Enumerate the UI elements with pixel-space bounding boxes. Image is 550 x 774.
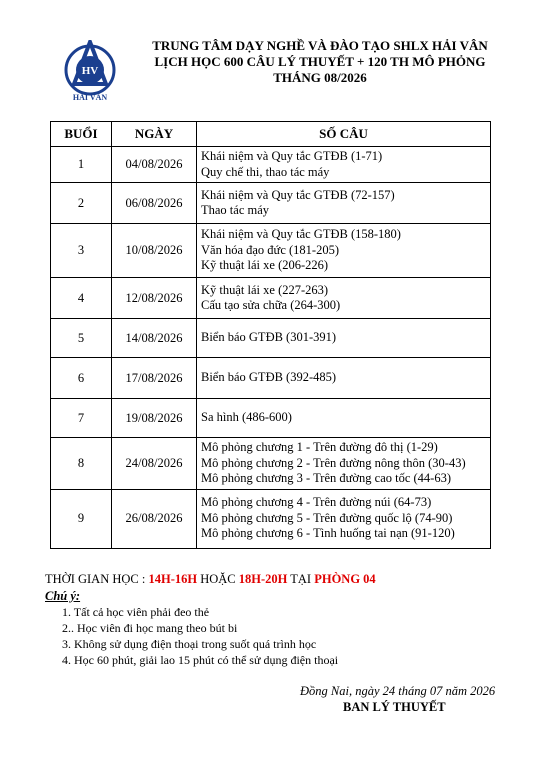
row-topics bbox=[197, 438, 491, 490]
row-session: 3 bbox=[51, 224, 112, 278]
table-row bbox=[51, 183, 491, 224]
topic-line: Khái niệm và Quy tắc GTĐB (1-71) bbox=[201, 149, 383, 163]
row-date: 26/08/2026 bbox=[112, 489, 197, 548]
topic-line: Khái niệm và Quy tắc GTĐB (72-157) bbox=[201, 187, 395, 202]
row-session: 5 bbox=[51, 319, 112, 358]
row-topics bbox=[197, 489, 491, 548]
signer: BAN LÝ THUYẾT bbox=[343, 700, 446, 714]
topic-line: Quy chế thi, thao tác máy bbox=[201, 164, 330, 179]
note-item: 3. Không sử dụng điện thoại trong suốt quá trình học bbox=[62, 637, 317, 651]
topic-line: Sa hình (486-600) bbox=[201, 410, 292, 425]
topic-line: Mô phỏng chương 6 - Tình huống tai nạn (91-120) bbox=[201, 526, 455, 541]
row-topics bbox=[197, 183, 491, 224]
row-date: 19/08/2026 bbox=[112, 399, 197, 438]
row-session: 4 bbox=[51, 278, 112, 319]
row-session: 9 bbox=[51, 489, 112, 548]
time-slot-2: 18H-20H bbox=[238, 572, 288, 586]
header-topics: SỐ CÂU bbox=[197, 122, 491, 147]
center-name: TRUNG TÂM DẠY NGHỀ VÀ ĐÀO TẠO SHLX HẢI VÂN bbox=[152, 38, 488, 53]
row-session: 8 bbox=[51, 438, 112, 490]
row-date: 06/08/2026 bbox=[112, 183, 197, 224]
table-row bbox=[51, 399, 491, 438]
row-topics bbox=[197, 358, 491, 399]
row-session: 7 bbox=[51, 399, 112, 438]
issue-date: Đồng Nai, ngày 24 tháng 07 năm 2026 bbox=[300, 684, 496, 698]
row-session: 6 bbox=[51, 358, 112, 399]
room: PHÒNG 04 bbox=[314, 572, 376, 586]
time-prefix: THỜI GIAN HỌC : bbox=[45, 572, 149, 586]
table-row bbox=[51, 489, 491, 548]
note-item: 2.. Học viên đi học mang theo bút bi bbox=[62, 621, 238, 635]
topic-line: Biển báo GTĐB (392-485) bbox=[201, 370, 337, 385]
notes-title: Chú ý: bbox=[45, 589, 81, 603]
table-header-row bbox=[51, 122, 491, 147]
logo-monogram: HV bbox=[81, 65, 99, 77]
row-topics bbox=[197, 224, 491, 278]
topic-line: Kỹ thuật lái xe (227-263) bbox=[201, 282, 329, 297]
table-row bbox=[51, 438, 491, 490]
notes-list bbox=[62, 604, 338, 668]
topic-line: Văn hóa đạo đức (181-205) bbox=[201, 242, 339, 257]
row-session: 1 bbox=[51, 147, 112, 183]
schedule-table bbox=[50, 121, 491, 549]
topic-line: Thao tác máy bbox=[201, 203, 270, 217]
schedule-month: THÁNG 08/2026 bbox=[273, 70, 367, 85]
document-header bbox=[135, 38, 505, 86]
topic-line: Mô phỏng chương 3 - Trên đường cao tốc (44-63) bbox=[201, 471, 452, 485]
time-tai: TẠI bbox=[287, 572, 315, 586]
time-slot-1: 14H-16H bbox=[148, 572, 198, 586]
topic-line: Mô phỏng chương 5 - Trên đường quốc lộ (74-90) bbox=[201, 510, 453, 525]
logo-text: HẢI VÂN bbox=[72, 93, 108, 102]
note-item: 1. Tất cả học viên phải đeo thẻ bbox=[62, 605, 210, 619]
topic-line: Mô phỏng chương 2 - Trên đường nông thôn (30-43) bbox=[201, 455, 466, 470]
time-mid: HOẶC bbox=[197, 572, 239, 586]
topic-line: Biển báo GTĐB (301-391) bbox=[201, 330, 337, 345]
note-item: 4. Học 60 phút, giải lao 15 phút có thể sử dụng điện thoại bbox=[62, 653, 339, 667]
topic-line: Cấu tạo sửa chữa (264-300) bbox=[201, 298, 341, 312]
row-session: 2 bbox=[51, 183, 112, 224]
row-date: 10/08/2026 bbox=[112, 224, 197, 278]
table-row bbox=[51, 358, 491, 399]
topic-line: Kỹ thuật lái xe (206-226) bbox=[201, 258, 329, 273]
topic-line: Mô phỏng chương 1 - Trên đường đô thị (1-29) bbox=[201, 440, 438, 454]
row-date: 12/08/2026 bbox=[112, 278, 197, 319]
row-date: 14/08/2026 bbox=[112, 319, 197, 358]
row-topics bbox=[197, 147, 491, 183]
header-date: NGÀY bbox=[112, 122, 197, 147]
row-topics bbox=[197, 278, 491, 319]
table-row bbox=[51, 147, 491, 183]
table-row bbox=[51, 224, 491, 278]
row-topics bbox=[197, 399, 491, 438]
row-date: 24/08/2026 bbox=[112, 438, 197, 490]
schedule-time-line bbox=[45, 572, 376, 587]
row-date: 17/08/2026 bbox=[112, 358, 197, 399]
row-topics bbox=[197, 319, 491, 358]
topic-line: Mô phỏng chương 4 - Trên đường núi (64-73) bbox=[201, 495, 432, 510]
table-row bbox=[51, 278, 491, 319]
topic-line: Khái niệm và Quy tắc GTĐB (158-180) bbox=[201, 227, 401, 242]
schedule-title: LỊCH HỌC 600 CÂU LÝ THUYẾT + 120 TH MÔ PHỎNG bbox=[154, 54, 486, 69]
row-date: 04/08/2026 bbox=[112, 147, 197, 183]
header-session: BUỔI bbox=[51, 122, 112, 147]
table-row bbox=[51, 319, 491, 358]
